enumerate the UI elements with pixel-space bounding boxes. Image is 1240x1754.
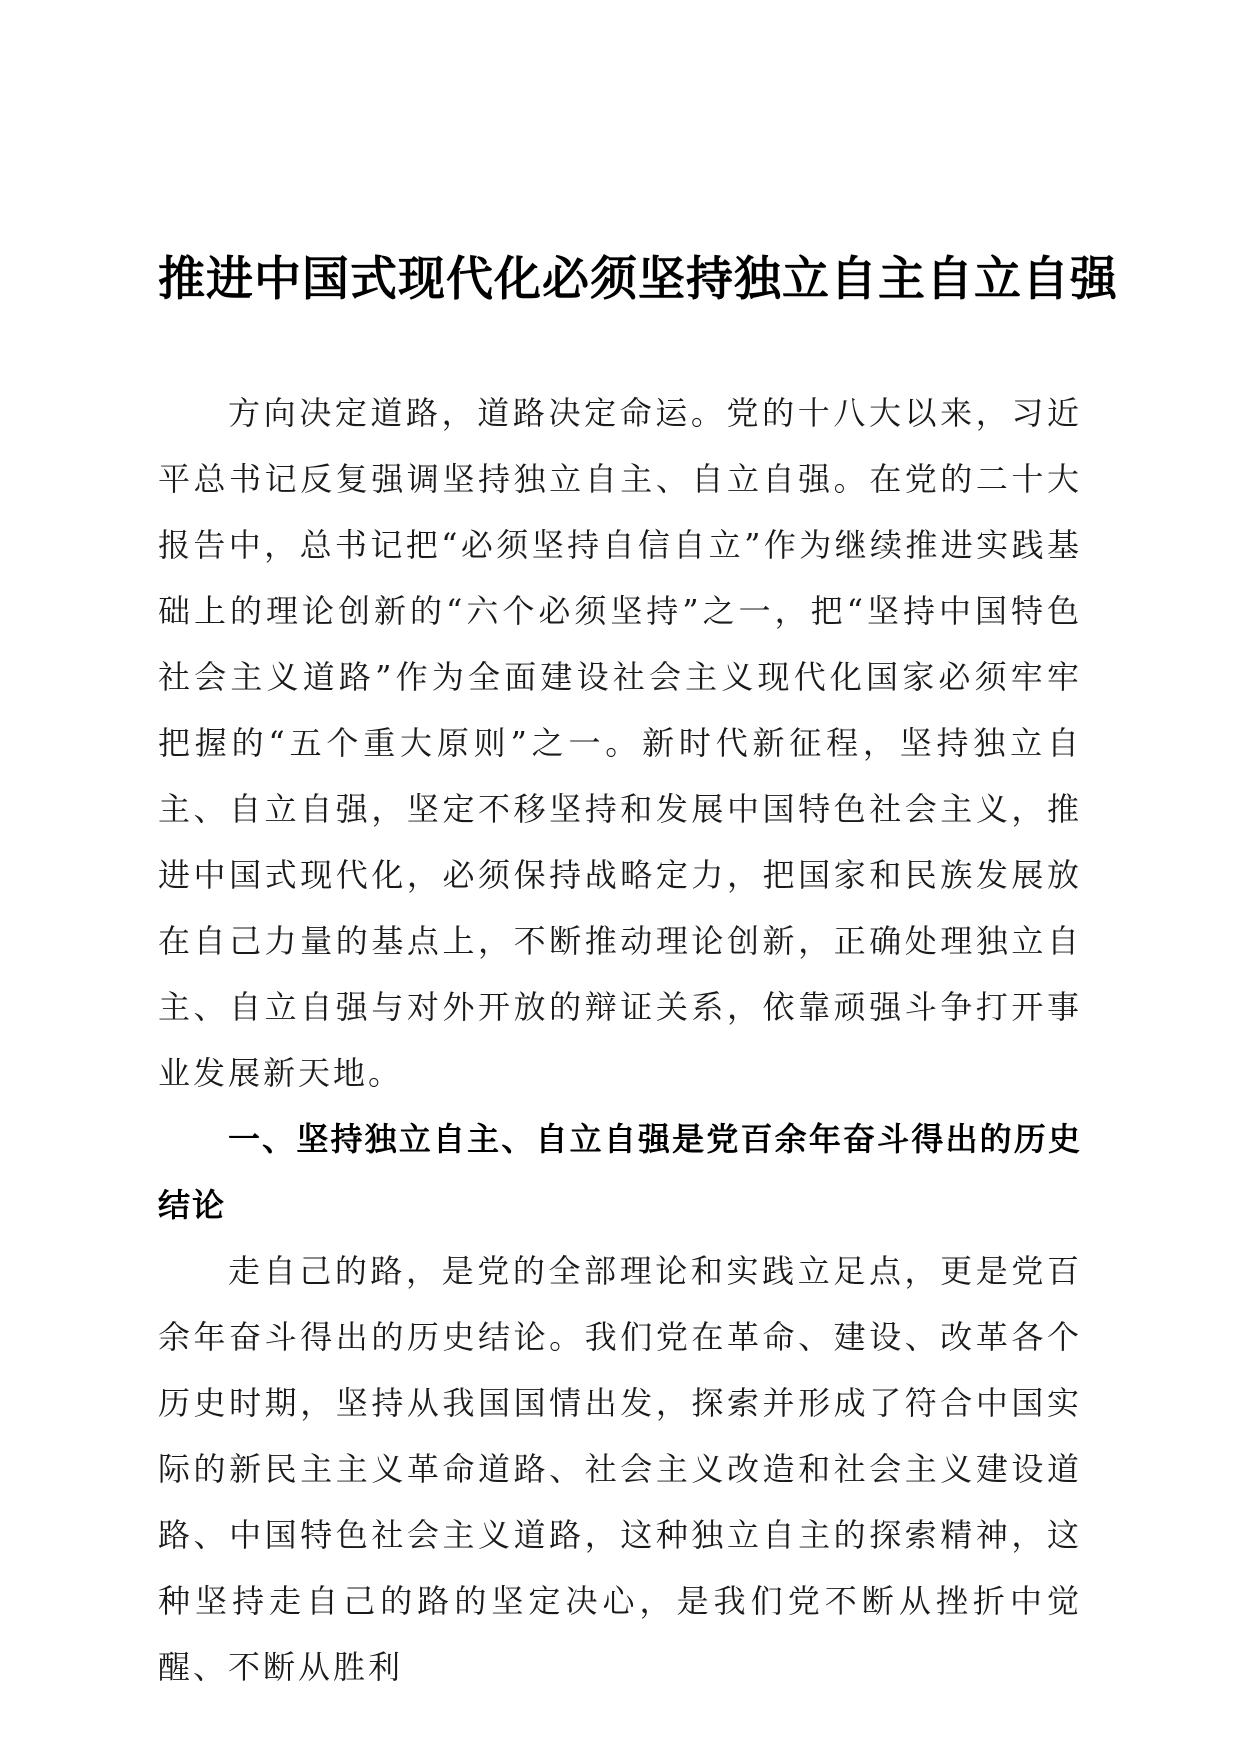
section-1-paragraph: 走自己的路，是党的全部理论和实践立足点，更是党百余年奋斗得出的历史结论。我们党在革命、建设、改革各个历史时期，坚持从我国国情出发，探索并形成了符合中国实际的新民主主义革命道路、社会主义改造和社会主义建设道路、中国特色社会主义道路，这种独立自主的探索精神，这种坚持走自己的路的坚定决心，是我们党不断从挫折中觉醒、不断从胜利 [158, 1252, 1082, 1686]
document-title: 推进中国式现代化必须坚持独立自主自立自强 [158, 252, 1118, 307]
section-heading-1: 一、坚持独立自主、自立自强是党百余年奋斗得出的历史结论 [158, 1120, 1082, 1224]
document-body [158, 380, 1082, 1700]
intro-paragraph: 方向决定道路，道路决定命运。党的十八大以来，习近平总书记反复强调坚持独立自主、自立自强。在党的二十大报告中，总书记把“必须坚持自信自立”作为继续推进实践基础上的理论创新的“六个必须坚持”之一，把“坚持中国特色社会主义道路”作为全面建设社会主义现代化国家必须牢牢把握的“五个重大原则”之一。新时代新征程，坚持独立自主、自立自强，坚定不移坚持和发展中国特色社会主义，推进中国式现代化，必须保持战略定力，把国家和民族发展放在自己力量的基点上，不断推动理论创新，正确处理独立自主、自立自强与对外开放的辩证关系，依靠顽强斗争打开事业发展新天地。 [158, 394, 1082, 1092]
